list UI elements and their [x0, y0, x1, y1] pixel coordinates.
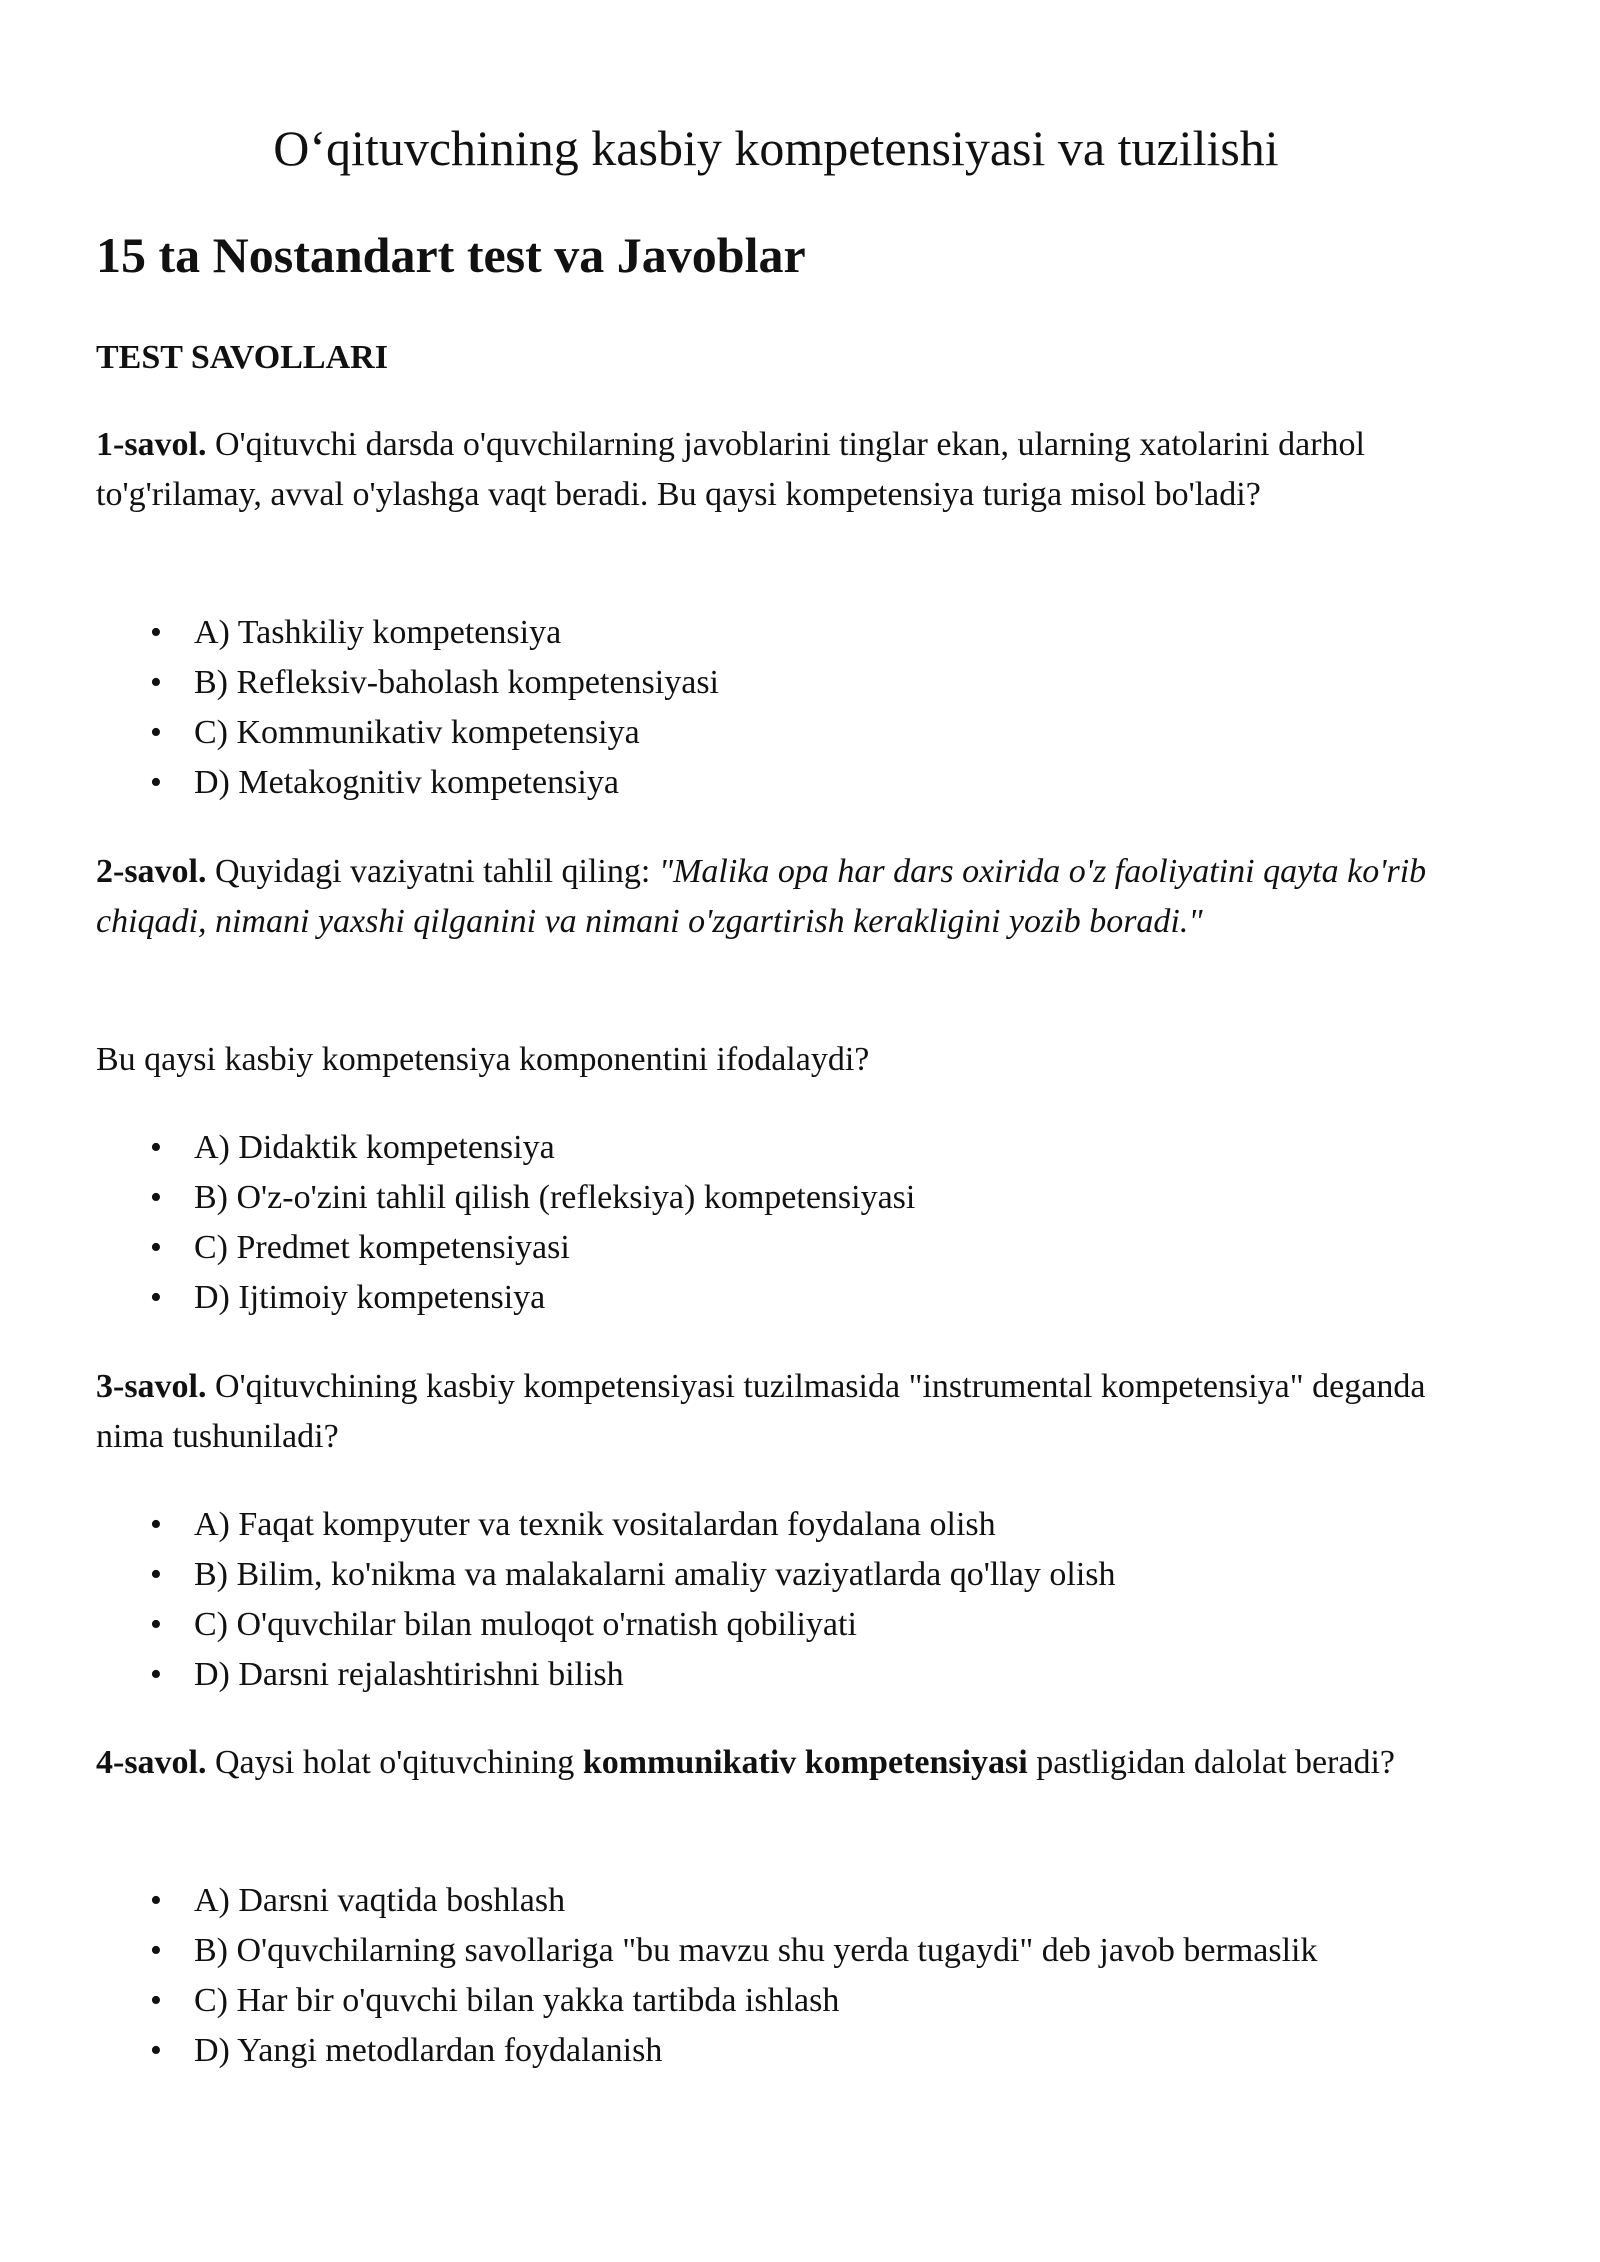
- question-number: 2-savol.: [96, 853, 207, 890]
- bullet-icon: •: [150, 1229, 162, 1266]
- question-1: [96, 420, 1496, 520]
- option-text: B) Bilim, ko'nikma va malakalarni amaliy vaziyatlarda qo'llay olish: [194, 1556, 1116, 1593]
- question-number: 4-savol.: [96, 1744, 207, 1781]
- option-text: A) Didaktik kompetensiya: [194, 1129, 555, 1166]
- option-item: [146, 1976, 1318, 2026]
- bullet-icon: •: [150, 1556, 162, 1593]
- option-text: A) Faqat kompyuter va texnik vositalardan foydalana olish: [194, 1506, 996, 1543]
- option-item: [146, 1600, 1116, 1650]
- option-item: [146, 708, 719, 758]
- bullet-icon: •: [150, 714, 162, 751]
- question-text: Qaysi holat o'qituvchining: [206, 1744, 583, 1781]
- question-4-options: [146, 1876, 1318, 2076]
- bullet-icon: •: [150, 2032, 162, 2069]
- option-item: [146, 1650, 1116, 1700]
- option-item: [146, 1926, 1318, 1976]
- option-text: D) Darsni rejalashtirishni bilish: [194, 1656, 624, 1693]
- option-item: [146, 2026, 1318, 2076]
- bullet-icon: •: [150, 1606, 162, 1643]
- option-item: [146, 1173, 915, 1223]
- option-item: [146, 1223, 915, 1273]
- question-text-after: pastligidan dalolat beradi?: [1027, 1744, 1395, 1781]
- bullet-icon: •: [150, 1129, 162, 1166]
- question-2-followup: Bu qaysi kasbiy kompetensiya komponentini ifodalaydi?: [96, 1041, 870, 1078]
- bullet-icon: •: [150, 1932, 162, 1969]
- option-item: [146, 758, 719, 808]
- question-3: [96, 1362, 1496, 1462]
- option-item: [146, 1273, 915, 1323]
- bullet-icon: •: [150, 614, 162, 651]
- option-text: B) Refleksiv-baholash kompetensiyasi: [194, 664, 720, 701]
- option-item: [146, 1550, 1116, 1600]
- question-bold-phrase: kommunikativ kompetensiyasi: [582, 1744, 1028, 1781]
- option-text: A) Tashkiliy kompetensiya: [194, 614, 562, 651]
- section-heading: TEST SAVOLLARI: [96, 339, 388, 376]
- question-text: Quyidagi vaziyatni tahlil qiling:: [206, 853, 659, 890]
- option-text: C) O'quvchilar bilan muloqot o'rnatish qobiliyati: [194, 1606, 857, 1643]
- question-text: O'qituvchi darsda o'quvchilarning javoblarini tinglar ekan, ularning xatolarini darhol to'g'rilamay, avval o'ylashga vaqt beradi. Bu qaysi kompetensiya turiga misol bo'ladi?: [96, 426, 1365, 513]
- question-3-options: [146, 1500, 1116, 1700]
- bullet-icon: •: [150, 1506, 162, 1543]
- option-text: C) Predmet kompetensiyasi: [194, 1229, 570, 1266]
- bullet-icon: •: [150, 664, 162, 701]
- question-4: [96, 1738, 1496, 1788]
- question-quote: "Malika opa har dars oxirida o'z faoliyatini qayta ko'rib chiqadi, nimani yaxshi qilganini va nimani o'zgartirish kerakligini yozib boradi.": [96, 853, 1427, 940]
- option-text: D) Yangi metodlardan foydalanish: [194, 2032, 663, 2069]
- bullet-icon: •: [150, 1982, 162, 2019]
- option-item: [146, 658, 719, 708]
- document-title: O‘qituvchining kasbiy kompetensiyasi va tuzilishi: [273, 120, 1279, 176]
- option-item: [146, 1123, 915, 1173]
- option-text: D) Metakognitiv kompetensiya: [194, 764, 619, 801]
- document-subtitle: 15 ta Nostandart test va Javoblar: [96, 227, 806, 283]
- option-text: C) Kommunikativ kompetensiya: [194, 714, 640, 751]
- bullet-icon: •: [150, 1279, 162, 1316]
- option-item: [146, 1500, 1116, 1550]
- option-item: [146, 608, 719, 658]
- question-2: [96, 847, 1496, 947]
- option-text: D) Ijtimoiy kompetensiya: [194, 1279, 546, 1316]
- question-2-options: [146, 1123, 915, 1323]
- option-text: B) O'quvchilarning savollariga "bu mavzu shu yerda tugaydi" deb javob bermaslik: [194, 1932, 1318, 1969]
- bullet-icon: •: [150, 1179, 162, 1216]
- bullet-icon: •: [150, 1656, 162, 1693]
- question-1-options: [146, 608, 719, 808]
- option-text: A) Darsni vaqtida boshlash: [194, 1882, 566, 1919]
- bullet-icon: •: [150, 1882, 162, 1919]
- option-text: B) O'z-o'zini tahlil qilish (refleksiya) kompetensiyasi: [194, 1179, 916, 1216]
- question-number: 1-savol.: [96, 426, 207, 463]
- option-text: C) Har bir o'quvchi bilan yakka tartibda ishlash: [194, 1982, 840, 2019]
- option-item: [146, 1876, 1318, 1926]
- bullet-icon: •: [150, 764, 162, 801]
- question-number: 3-savol.: [96, 1368, 207, 1405]
- question-text: O'qituvchining kasbiy kompetensiyasi tuzilmasida "instrumental kompetensiya" deganda nima tushuniladi?: [96, 1368, 1426, 1455]
